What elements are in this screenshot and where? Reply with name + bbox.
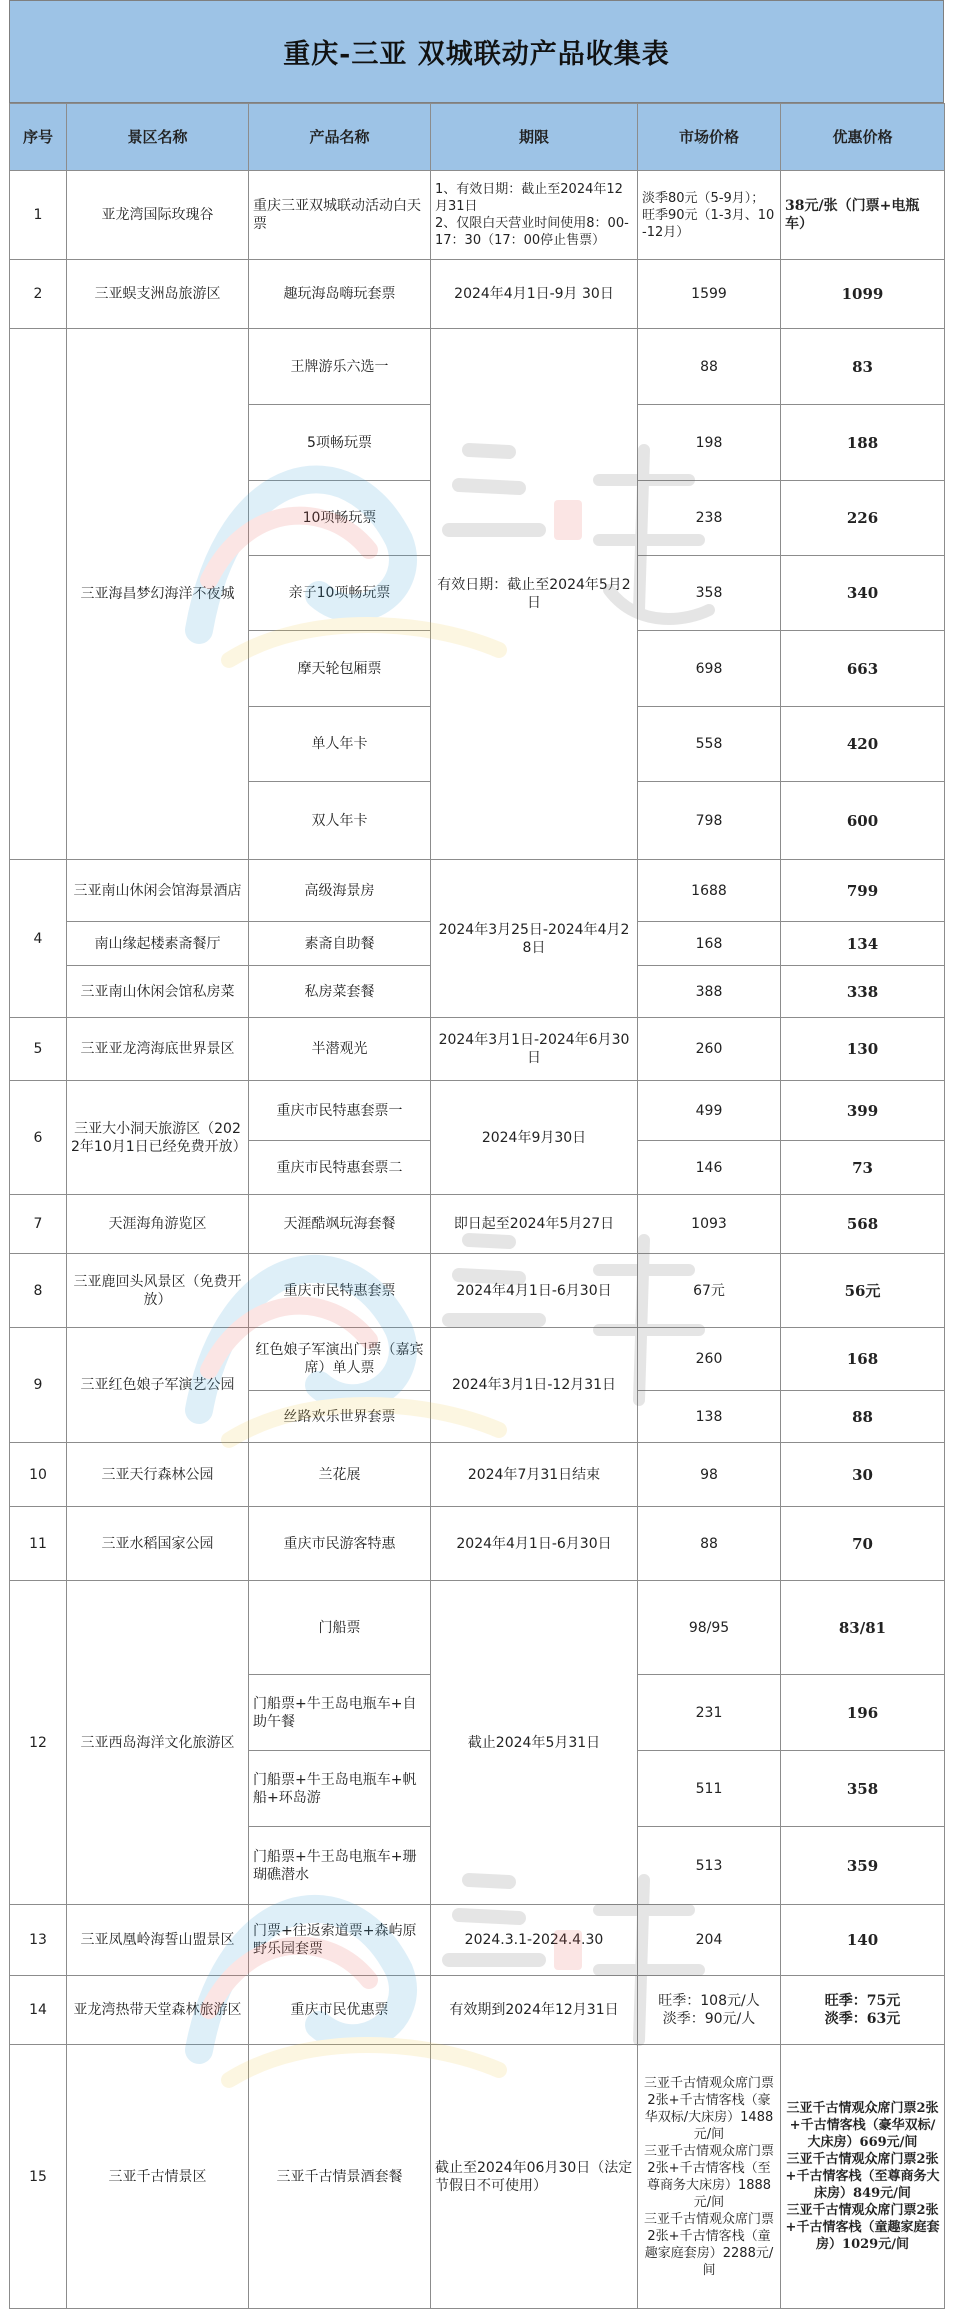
discount-price: 旺季：75元 淡季：63元 bbox=[781, 1976, 945, 2045]
discount-price: 663 bbox=[781, 631, 945, 707]
row-no: 6 bbox=[10, 1081, 67, 1195]
product-name: 门船票+牛王岛电瓶车+自助午餐 bbox=[249, 1675, 431, 1751]
spot-name: 三亚大小洞天旅游区（2022年10月1日已经免费开放） bbox=[67, 1081, 249, 1195]
product-name: 兰花展 bbox=[249, 1443, 431, 1507]
table-row bbox=[10, 860, 945, 922]
spot-name: 三亚西岛海洋文化旅游区 bbox=[67, 1581, 249, 1905]
product-name: 半潜观光 bbox=[249, 1018, 431, 1081]
row-no: 11 bbox=[10, 1507, 67, 1581]
row-no: 2 bbox=[10, 260, 67, 329]
row-no: 5 bbox=[10, 1018, 67, 1081]
table-row bbox=[10, 1081, 945, 1141]
table-row bbox=[10, 1328, 945, 1391]
table-row bbox=[10, 1443, 945, 1507]
validity-period: 2024年3月1日-2024年6月30日 bbox=[431, 1018, 638, 1081]
header-spot: 景区名称 bbox=[67, 104, 249, 171]
discount-price: 359 bbox=[781, 1827, 945, 1905]
header-period: 期限 bbox=[431, 104, 638, 171]
spot-name: 三亚凤凰岭海誓山盟景区 bbox=[67, 1905, 249, 1976]
discount-price: 420 bbox=[781, 707, 945, 782]
product-name: 5项畅玩票 bbox=[249, 405, 431, 481]
discount-price: 340 bbox=[781, 556, 945, 631]
validity-period: 2024年9月30日 bbox=[431, 1081, 638, 1195]
header-product: 产品名称 bbox=[249, 104, 431, 171]
product-name: 亲子10项畅玩票 bbox=[249, 556, 431, 631]
discount-price: 30 bbox=[781, 1443, 945, 1507]
product-name: 门船票 bbox=[249, 1581, 431, 1675]
spot-name: 天涯海角游览区 bbox=[67, 1195, 249, 1254]
market-price: 698 bbox=[638, 631, 781, 707]
spot-name: 三亚亚龙湾海底世界景区 bbox=[67, 1018, 249, 1081]
spot-name: 南山缘起楼素斋餐厅 bbox=[67, 922, 249, 966]
market-price: 388 bbox=[638, 966, 781, 1018]
product-name: 重庆市民优惠票 bbox=[249, 1976, 431, 2045]
spot-name: 三亚海昌梦幻海洋不夜城 bbox=[67, 329, 249, 860]
table-row bbox=[10, 1254, 945, 1328]
row-no: 12 bbox=[10, 1581, 67, 1905]
product-name: 单人年卡 bbox=[249, 707, 431, 782]
market-price: 1093 bbox=[638, 1195, 781, 1254]
discount-price: 88 bbox=[781, 1391, 945, 1443]
validity-period: 2024.3.1-2024.4.30 bbox=[431, 1905, 638, 1976]
discount-price: 140 bbox=[781, 1905, 945, 1976]
validity-period: 即日起至2024年5月27日 bbox=[431, 1195, 638, 1254]
row-no: 15 bbox=[10, 2045, 67, 2309]
market-price: 511 bbox=[638, 1751, 781, 1827]
table-row bbox=[10, 260, 945, 329]
market-price: 1688 bbox=[638, 860, 781, 922]
product-name: 重庆市民特惠套票二 bbox=[249, 1141, 431, 1195]
spot-name: 三亚水稻国家公园 bbox=[67, 1507, 249, 1581]
market-price: 138 bbox=[638, 1391, 781, 1443]
table-row bbox=[10, 1507, 945, 1581]
market-price: 98/95 bbox=[638, 1581, 781, 1675]
validity-period: 2024年3月1日-12月31日 bbox=[431, 1328, 638, 1443]
validity-period: 2024年7月31日结束 bbox=[431, 1443, 638, 1507]
product-name: 素斋自助餐 bbox=[249, 922, 431, 966]
spot-name: 三亚南山休闲会馆海景酒店 bbox=[67, 860, 249, 922]
table-row bbox=[10, 1581, 945, 1675]
product-name: 趣玩海岛嗨玩套票 bbox=[249, 260, 431, 329]
table-row bbox=[10, 1905, 945, 1976]
row-no: 8 bbox=[10, 1254, 67, 1328]
market-price: 67元 bbox=[638, 1254, 781, 1328]
product-name: 门船票+牛王岛电瓶车+帆船+环岛游 bbox=[249, 1751, 431, 1827]
discount-price: 799 bbox=[781, 860, 945, 922]
discount-price: 1099 bbox=[781, 260, 945, 329]
discount-price: 399 bbox=[781, 1081, 945, 1141]
product-name: 红色娘子军演出门票（嘉宾席）单人票 bbox=[249, 1328, 431, 1391]
product-name: 重庆市民游客特惠 bbox=[249, 1507, 431, 1581]
discount-price: 338 bbox=[781, 966, 945, 1018]
validity-period: 有效日期：截止至2024年5月2日 bbox=[431, 329, 638, 860]
discount-price: 168 bbox=[781, 1328, 945, 1391]
table-row bbox=[10, 1018, 945, 1081]
row-no: 1 bbox=[10, 171, 67, 260]
row-no: 14 bbox=[10, 1976, 67, 2045]
market-price: 淡季80元（5-9月）； 旺季90元（1-3月、10-12月） bbox=[638, 171, 781, 260]
market-price: 798 bbox=[638, 782, 781, 860]
product-name: 门船票+牛王岛电瓶车+珊瑚礁潜水 bbox=[249, 1827, 431, 1905]
product-name: 重庆市民特惠套票 bbox=[249, 1254, 431, 1328]
market-price: 146 bbox=[638, 1141, 781, 1195]
product-name: 门票+往返索道票+森屿原野乐园套票 bbox=[249, 1905, 431, 1976]
market-price: 358 bbox=[638, 556, 781, 631]
table-row bbox=[10, 1976, 945, 2045]
header-market-price: 市场价格 bbox=[638, 104, 781, 171]
discount-price: 三亚千古情观众席门票2张+千古情客栈（豪华双标/大床房）669元/间 三亚千古情观众席门票2张+千古情客栈（至尊商务大床房）849元/间 三亚千古情观众席门票2张+千古情客栈（童趣家庭套房）1029元/间 bbox=[781, 2045, 945, 2309]
row-no: 13 bbox=[10, 1905, 67, 1976]
discount-price: 600 bbox=[781, 782, 945, 860]
discount-price: 134 bbox=[781, 922, 945, 966]
discount-price: 70 bbox=[781, 1507, 945, 1581]
discount-price: 38元/张（门票+电瓶车） bbox=[781, 171, 945, 260]
market-price: 88 bbox=[638, 329, 781, 405]
header-row bbox=[10, 104, 945, 171]
product-name: 私房菜套餐 bbox=[249, 966, 431, 1018]
spot-name: 亚龙湾国际玫瑰谷 bbox=[67, 171, 249, 260]
table-row bbox=[10, 2045, 945, 2309]
market-price: 98 bbox=[638, 1443, 781, 1507]
discount-price: 226 bbox=[781, 481, 945, 556]
row-no bbox=[10, 329, 67, 860]
product-name: 重庆三亚双城联动活动白天票 bbox=[249, 171, 431, 260]
spot-name: 三亚天行森林公园 bbox=[67, 1443, 249, 1507]
row-no: 4 bbox=[10, 860, 67, 1018]
spot-name: 亚龙湾热带天堂森林旅游区 bbox=[67, 1976, 249, 2045]
spot-name: 三亚鹿回头风景区（免费开放） bbox=[67, 1254, 249, 1328]
spot-name: 三亚千古情景区 bbox=[67, 2045, 249, 2309]
row-no: 10 bbox=[10, 1443, 67, 1507]
product-table bbox=[9, 103, 945, 2309]
validity-period: 有效期到2024年12月31日 bbox=[431, 1976, 638, 2045]
discount-price: 568 bbox=[781, 1195, 945, 1254]
row-no: 9 bbox=[10, 1328, 67, 1443]
product-name: 摩天轮包厢票 bbox=[249, 631, 431, 707]
discount-price: 358 bbox=[781, 1751, 945, 1827]
market-price: 旺季：108元/人 淡季：90元/人 bbox=[638, 1976, 781, 2045]
market-price: 88 bbox=[638, 1507, 781, 1581]
market-price: 198 bbox=[638, 405, 781, 481]
discount-price: 73 bbox=[781, 1141, 945, 1195]
market-price: 1599 bbox=[638, 260, 781, 329]
discount-price: 196 bbox=[781, 1675, 945, 1751]
discount-price: 56元 bbox=[781, 1254, 945, 1328]
product-name: 高级海景房 bbox=[249, 860, 431, 922]
discount-price: 188 bbox=[781, 405, 945, 481]
spot-name: 三亚南山休闲会馆私房菜 bbox=[67, 966, 249, 1018]
validity-period: 2024年4月1日-6月30日 bbox=[431, 1254, 638, 1328]
market-price: 231 bbox=[638, 1675, 781, 1751]
header-no: 序号 bbox=[10, 104, 67, 171]
table-row bbox=[10, 171, 945, 260]
product-sheet bbox=[9, 0, 944, 2290]
market-price: 238 bbox=[638, 481, 781, 556]
validity-period: 截止2024年5月31日 bbox=[431, 1581, 638, 1905]
table-row bbox=[10, 329, 945, 405]
spot-name: 三亚红色娘子军演艺公园 bbox=[67, 1328, 249, 1443]
validity-period: 2024年4月1日-9月 30日 bbox=[431, 260, 638, 329]
market-price: 168 bbox=[638, 922, 781, 966]
discount-price: 130 bbox=[781, 1018, 945, 1081]
product-name: 王牌游乐六选一 bbox=[249, 329, 431, 405]
market-price: 260 bbox=[638, 1328, 781, 1391]
table-row bbox=[10, 1195, 945, 1254]
market-price: 260 bbox=[638, 1018, 781, 1081]
discount-price: 83/81 bbox=[781, 1581, 945, 1675]
discount-price: 83 bbox=[781, 329, 945, 405]
market-price: 三亚千古情观众席门票2张+千古情客栈（豪华双标/大床房）1488元/间 三亚千古情观众席门票2张+千古情客栈（至尊商务大床房）1888元/间 三亚千古情观众席门票2张+千古情客栈（童趣家庭套房）2288元/间 bbox=[638, 2045, 781, 2309]
market-price: 204 bbox=[638, 1905, 781, 1976]
market-price: 558 bbox=[638, 707, 781, 782]
validity-period: 截止至2024年06月30日（法定节假日不可使用） bbox=[431, 2045, 638, 2309]
market-price: 513 bbox=[638, 1827, 781, 1905]
row-no: 7 bbox=[10, 1195, 67, 1254]
product-name: 丝路欢乐世界套票 bbox=[249, 1391, 431, 1443]
product-name: 三亚千古情景酒套餐 bbox=[249, 2045, 431, 2309]
header-discount-price: 优惠价格 bbox=[781, 104, 945, 171]
product-name: 重庆市民特惠套票一 bbox=[249, 1081, 431, 1141]
spot-name: 三亚蜈支洲岛旅游区 bbox=[67, 260, 249, 329]
product-name: 天涯酷飒玩海套餐 bbox=[249, 1195, 431, 1254]
validity-period: 2024年4月1日-6月30日 bbox=[431, 1507, 638, 1581]
market-price: 499 bbox=[638, 1081, 781, 1141]
product-name: 10项畅玩票 bbox=[249, 481, 431, 556]
validity-period: 2024年3月25日-2024年4月28日 bbox=[431, 860, 638, 1018]
sheet-title: 重庆-三亚 双城联动产品收集表 bbox=[9, 0, 944, 103]
product-name: 双人年卡 bbox=[249, 782, 431, 860]
validity-period: 1、有效日期：截止至2024年12月31日 2、仅限白天营业时间使用8：00-17：30（17：00停止售票） bbox=[431, 171, 638, 260]
